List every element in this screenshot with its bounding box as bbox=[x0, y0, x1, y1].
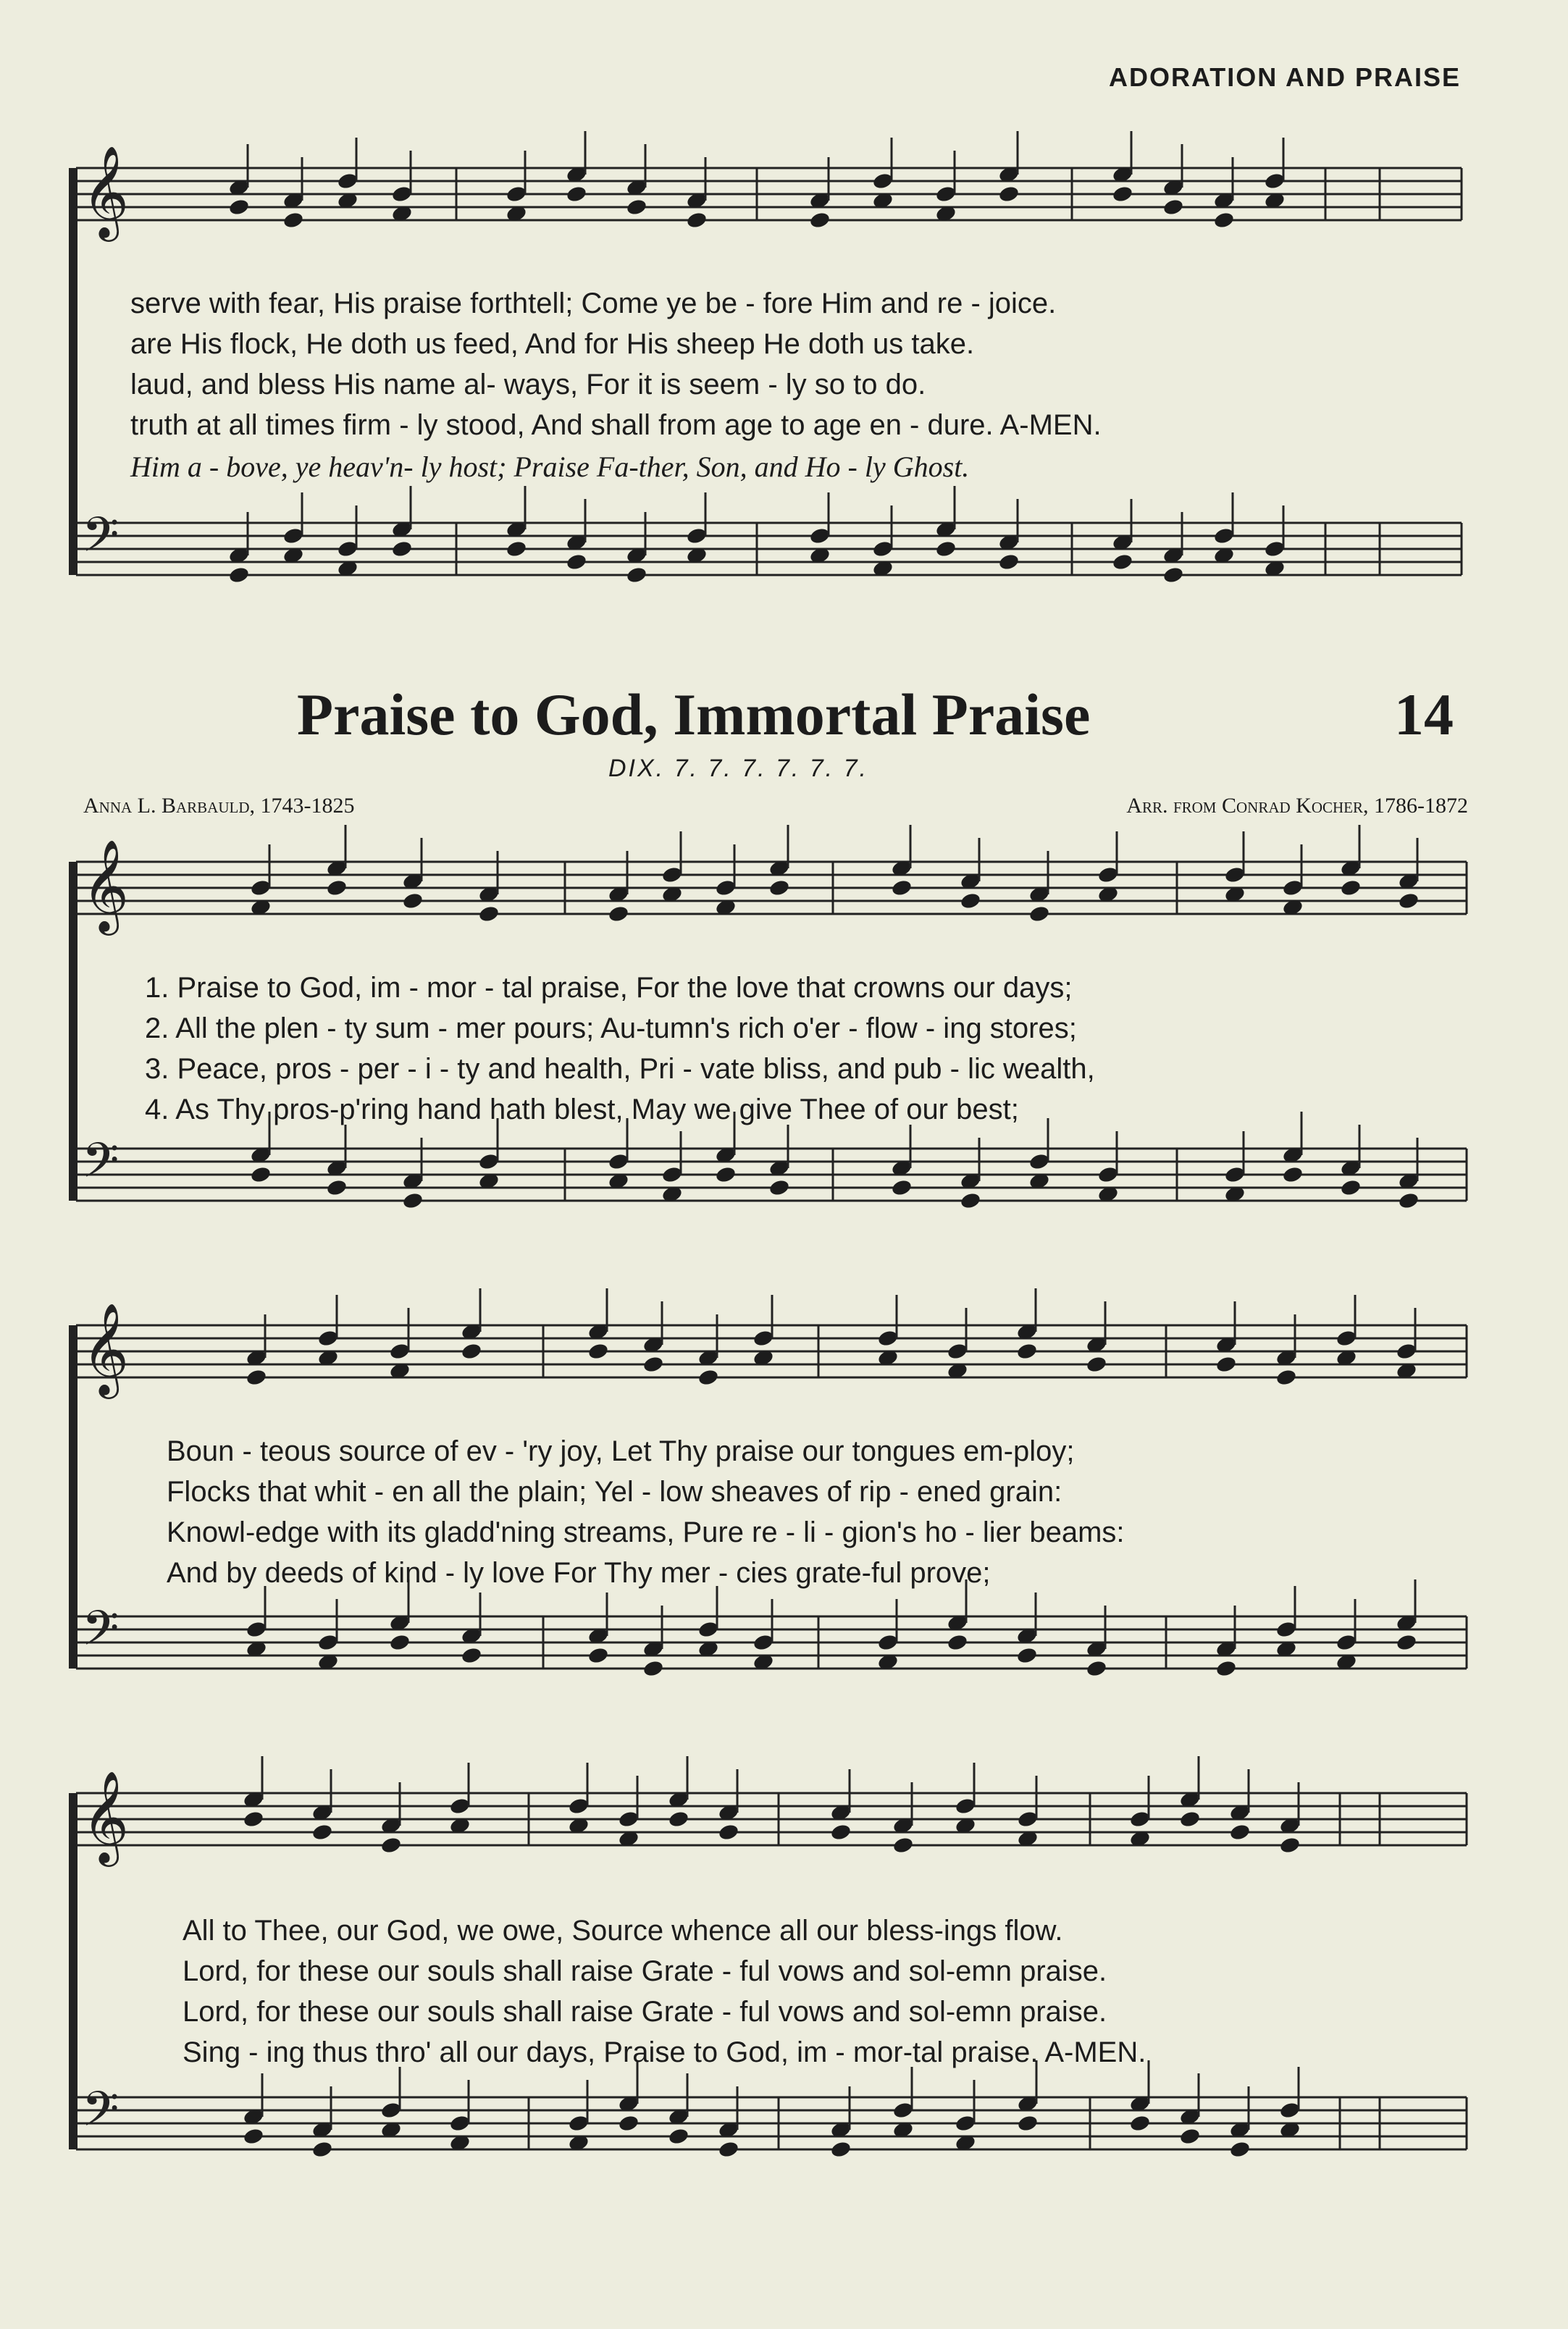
treble-clef-icon: 𝄞 bbox=[82, 145, 130, 238]
author-credit: Anna L. Barbauld, 1743-1825 bbox=[83, 794, 355, 818]
note-head bbox=[960, 1191, 982, 1210]
note-head bbox=[243, 1810, 265, 1829]
note-head bbox=[1215, 1355, 1238, 1374]
lyric-line: are His flock, He doth us feed, And for His sheep He doth us take. bbox=[130, 328, 975, 360]
lyric-line: 4. As Thy pros-p'ring hand hath blest, May we give Thee of our best; bbox=[145, 1094, 1019, 1125]
note-head bbox=[243, 2127, 265, 2146]
note-head bbox=[380, 1836, 403, 1855]
note-head bbox=[642, 1355, 665, 1374]
lyric-line: 2. All the plen - ty sum - mer pours; Au-tumn's rich o'er - flow - ing stores; bbox=[145, 1012, 1077, 1044]
note-head bbox=[587, 1646, 610, 1665]
note-head bbox=[718, 1823, 740, 1842]
lyric-line: Lord, for these our souls shall raise Grate - ful vows and sol-emn praise. bbox=[183, 1955, 1107, 1987]
lyric-line: Flocks that whit - en all the plain; Yel - low sheaves of rip - ened grain: bbox=[167, 1476, 1062, 1508]
note-head bbox=[1179, 2127, 1202, 2146]
lyric-line: laud, and bless His name al- ways, For it is seem - ly so to do. bbox=[130, 369, 926, 400]
system-bracket bbox=[69, 168, 75, 575]
note-head bbox=[1229, 1823, 1252, 1842]
note-head bbox=[1398, 891, 1420, 910]
lyric-line: Knowl-edge with its gladd'ning streams, Pure re - li - gion's ho - lier beams: bbox=[167, 1516, 1125, 1548]
arranger-credit: Arr. from Conrad Kocher, 1786-1872 bbox=[1126, 794, 1468, 818]
system-bracket bbox=[69, 1325, 75, 1669]
bass-clef-icon: 𝄢 bbox=[82, 507, 120, 574]
treble-clef-icon: 𝄞 bbox=[82, 1770, 130, 1863]
note-head bbox=[718, 2140, 740, 2159]
lyric-line: Sing - ing thus thro' all our days, Praise to God, im - mor-tal praise. A-MEN. bbox=[183, 2036, 1146, 2068]
hymn-number: 14 bbox=[1394, 681, 1454, 747]
bass-clef-icon: 𝄢 bbox=[82, 1133, 120, 1200]
note-head bbox=[506, 540, 528, 558]
note-head bbox=[608, 905, 630, 923]
note-head bbox=[1129, 2114, 1152, 2133]
note-head bbox=[697, 1368, 720, 1387]
note-head bbox=[830, 2140, 852, 2159]
note-head bbox=[1340, 878, 1362, 897]
treble-clef-icon: 𝄞 bbox=[82, 839, 130, 931]
note-head bbox=[566, 553, 588, 571]
note-head bbox=[998, 553, 1020, 571]
note-head bbox=[830, 1823, 852, 1842]
note-head bbox=[587, 1342, 610, 1361]
note-head bbox=[250, 1165, 272, 1184]
bass-clef-icon: 𝄢 bbox=[82, 1600, 120, 1668]
hymn-title: Praise to God, Immortal Praise bbox=[297, 681, 1091, 747]
bass-clef-icon: 𝄢 bbox=[82, 2081, 120, 2149]
note-head bbox=[686, 211, 708, 230]
lyric-line: Him a - bove, ye heav'n- ly host; Praise Fa-ther, Son, and Ho - ly Ghost. bbox=[130, 450, 970, 483]
note-head bbox=[1396, 1633, 1418, 1652]
lyric-line: Lord, for these our souls shall raise Grate - ful vows and sol-emn praise. bbox=[183, 1996, 1107, 2028]
note-head bbox=[1162, 566, 1185, 584]
note-head bbox=[626, 198, 648, 217]
note-head bbox=[326, 878, 348, 897]
note-head bbox=[809, 211, 831, 230]
note-head bbox=[1086, 1659, 1108, 1678]
note-head bbox=[311, 2140, 334, 2159]
treble-clef-icon: 𝄞 bbox=[82, 1302, 130, 1395]
note-head bbox=[461, 1646, 483, 1665]
note-head bbox=[228, 566, 251, 584]
lyric-line: serve with fear, His praise forthtell; Come ye be - fore Him and re - joice. bbox=[130, 288, 1057, 319]
note-head bbox=[1016, 1342, 1039, 1361]
note-head bbox=[998, 185, 1020, 203]
note-head bbox=[478, 905, 500, 923]
note-head bbox=[1162, 198, 1185, 217]
note-head bbox=[311, 1823, 334, 1842]
note-head bbox=[1229, 2140, 1252, 2159]
note-head bbox=[1017, 2114, 1039, 2133]
note-head bbox=[947, 1633, 969, 1652]
note-head bbox=[668, 1810, 690, 1829]
note-head bbox=[1112, 553, 1134, 571]
note-head bbox=[1213, 211, 1236, 230]
note-head bbox=[768, 878, 791, 897]
note-head bbox=[618, 2114, 640, 2133]
tune-meter: DIX. 7. 7. 7. 7. 7. 7. bbox=[608, 755, 868, 782]
note-head bbox=[326, 1178, 348, 1197]
note-head bbox=[461, 1342, 483, 1361]
note-head bbox=[391, 540, 414, 558]
note-head bbox=[1282, 1165, 1304, 1184]
note-head bbox=[668, 2127, 690, 2146]
lyric-line: All to Thee, our God, we owe, Source whence all our bless-ings flow. bbox=[183, 1915, 1063, 1947]
note-head bbox=[402, 891, 424, 910]
note-head bbox=[1179, 1810, 1202, 1829]
note-head bbox=[891, 1178, 913, 1197]
note-head bbox=[1398, 1191, 1420, 1210]
note-head bbox=[715, 1165, 737, 1184]
note-head bbox=[892, 1836, 915, 1855]
system-bracket bbox=[69, 862, 75, 1201]
note-head bbox=[768, 1178, 791, 1197]
note-head bbox=[1340, 1178, 1362, 1197]
note-head bbox=[935, 540, 957, 558]
note-head bbox=[1028, 905, 1051, 923]
note-head bbox=[626, 566, 648, 584]
lyric-line: truth at all times firm - ly stood, And shall from age to age en - dure. A-MEN. bbox=[130, 409, 1102, 441]
lyric-line: 1. Praise to God, im - mor - tal praise, For the love that crowns our days; bbox=[145, 972, 1073, 1004]
note-head bbox=[566, 185, 588, 203]
note-head bbox=[1275, 1368, 1298, 1387]
lyric-line: 3. Peace, pros - per - i - ty and health, Pri - vate bliss, and pub - lic wealth, bbox=[145, 1053, 1095, 1085]
note-head bbox=[642, 1659, 665, 1678]
note-head bbox=[1112, 185, 1134, 203]
note-head bbox=[282, 211, 305, 230]
note-head bbox=[1086, 1355, 1108, 1374]
note-head bbox=[228, 198, 251, 217]
system-bracket bbox=[69, 1793, 75, 2149]
note-head bbox=[891, 878, 913, 897]
note-head bbox=[1215, 1659, 1238, 1678]
section-header: ADORATION AND PRAISE bbox=[1108, 62, 1461, 92]
note-head bbox=[960, 891, 982, 910]
note-head bbox=[1016, 1646, 1039, 1665]
lyric-line: And by deeds of kind - ly love For Thy mer - cies grate-ful prove; bbox=[167, 1557, 991, 1589]
note-head bbox=[402, 1191, 424, 1210]
note-head bbox=[389, 1633, 411, 1652]
lyric-line: Boun - teous source of ev - 'ry joy, Let Thy praise our tongues em-ploy; bbox=[167, 1435, 1075, 1467]
note-head bbox=[246, 1368, 268, 1387]
note-head bbox=[1279, 1836, 1301, 1855]
